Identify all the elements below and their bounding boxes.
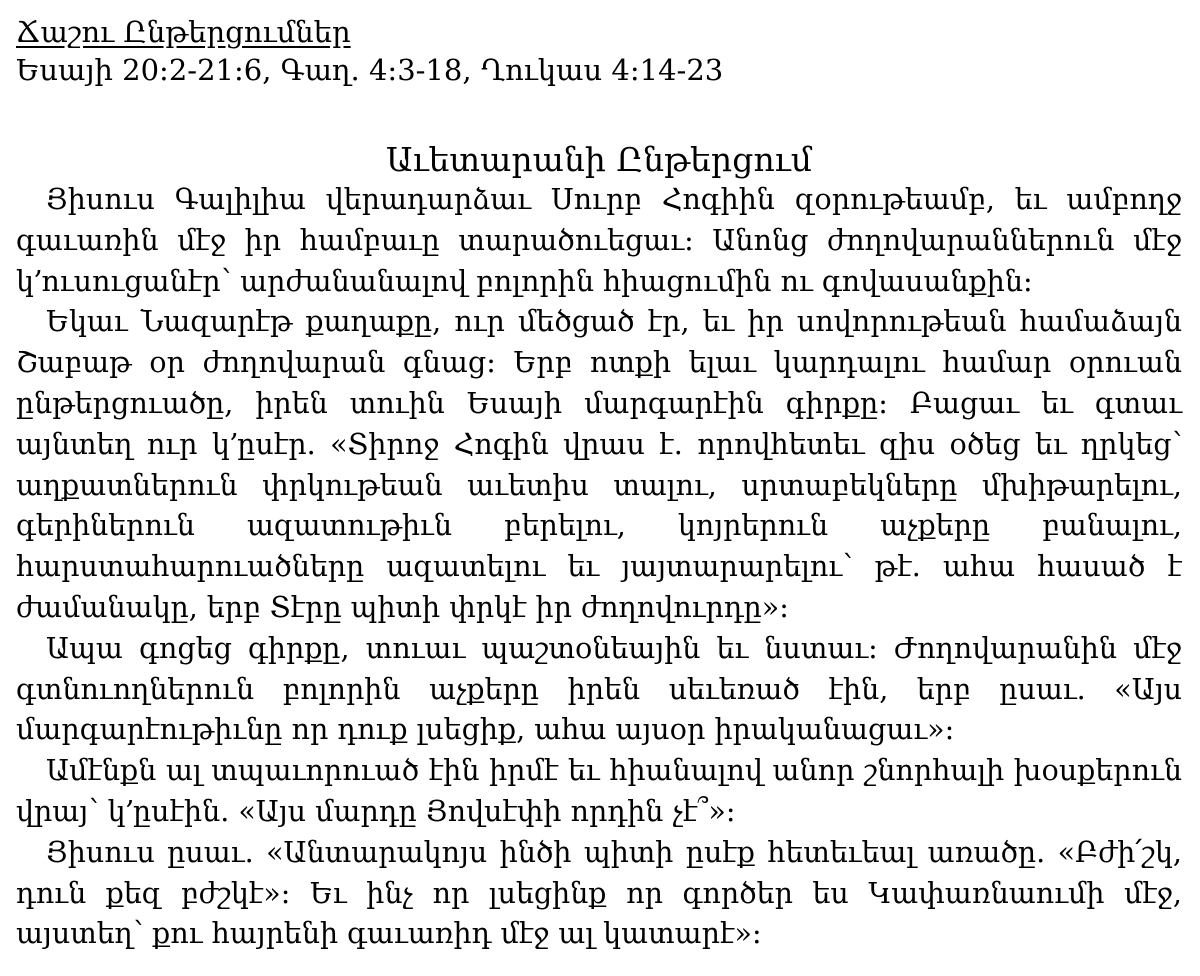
document-page (16, 14, 1182, 955)
paragraph-1: Յիսուս Գալիլիա վերադարձաւ Սուրբ Հոգիին զօրութեամբ, եւ ամբողջ գաւառին մէջ իր համբաւը տարածուեցաւ: Անոնց ժողովարաններուն մէջ կ՚ուսուցանէր՝ արժանանալով բոլորին հիացումին ու գովասանքին: (16, 183, 1182, 298)
paragraph-4: Ամէնքն ալ տպաւորուած էին իրմէ եւ հիանալով անոր շնորհալի խօսքերուն վրայ՝ կ՚ըսէին. «Այս մարդը Յովսէփի որդին չէ՞»: (16, 754, 1182, 828)
reading-body (16, 180, 1182, 955)
section-heading: Ճաշու Ընթերցումներ (16, 15, 351, 49)
paragraph-5: Յիսուս ըսաւ. «Անտարակոյս ինծի պիտի ըսէք հետեւեալ առածը. «Բժի՛շկ, դուն քեզ բժշկէ»: Եւ ինչ որ լսեցինք որ գործեր ես Կափառնաումի մէջ, այստեղ՝ քու հայրենի գաւառիդ մէջ ալ կատարէ»: (16, 835, 1182, 951)
paragraph-2: Եկաւ Նազարէթ քաղաքը, ուր մեծցած էր, եւ իր սովորութեան համաձայն Շաբաթ օր ժողովարան գնաց: Երբ ոտքի ելաւ կարդալու համար օրուան ընթերցուածը, իրեն տուին Եսայի մարգարէին գիրքը: Բացաւ եւ գտաւ այնտեղ ուր կ՚ըսէր. «Տիրոջ Հոգին վրաս է. որովհետեւ զիս օծեց եւ ղրկեց՝ աղքատներուն փրկութեան աւետիս տալու, սրտաբեկները մխիթարելու, գերիներուն ազատութիւն բերելու, կոյրերուն աչքերը բանալու, հարստահարուածները ազատելու եւ յայտարարելու՝ թէ. ահա հասած է ժամանակը, երբ Տէրը պիտի փրկէ իր ժողովուրդը»: (16, 305, 1182, 624)
reading-title: Աւետարանի Ընթերցում (385, 140, 812, 179)
paragraph-3: Ապա գոցեց գիրքը, տուաւ պաշտօնեային եւ նստաւ: Ժողովարանին մէջ գտնուողներուն բոլորին աչքերը իրեն սեւեռած էին, երբ ըսաւ. «Այս մարգարէութիւնը որ դուք լսեցիք, ահա այսօր իրականացաւ»: (16, 631, 1182, 747)
scripture-references: Եսայի 20:2-21:6, Գաղ. 4:3-18, Ղուկաս 4:14-23 (16, 53, 724, 87)
